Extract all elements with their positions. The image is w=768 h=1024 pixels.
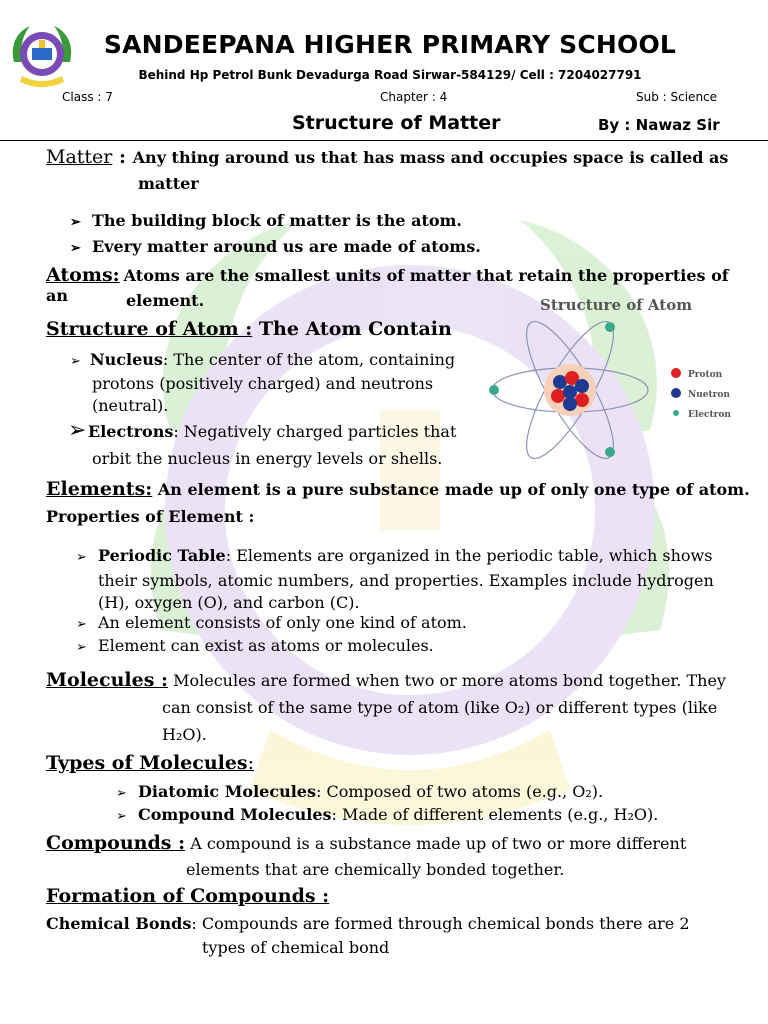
types-heading: Types of Molecules: [46, 752, 255, 774]
legend-proton: Proton [688, 370, 723, 380]
molecules-definition: Molecules : Molecules are formed when two or more atoms bond together. They [46, 669, 726, 691]
school-logo [8, 22, 76, 90]
matter-def-line1: Any thing around us that has mass and occupies space is called as [132, 148, 729, 167]
elements-definition: Elements: An element is a pure substance made up of only one type of atom. [46, 478, 750, 500]
formation-heading: Formation of Compounds : [46, 885, 330, 907]
proton-legend-icon [671, 368, 681, 378]
chapter-label: Chapter : 4 [380, 90, 448, 104]
nucleus-item: ➢ Nucleus: The center of the atom, containing protons (positively charged) and neutrons (neutral). [70, 350, 456, 415]
list-item: ➢ Diatomic Molecules: Composed of two atoms (e.g., O₂). [116, 782, 604, 801]
bullet-arrow-icon: ➢ [70, 215, 81, 230]
atom-structure-figure [486, 290, 736, 470]
electron [489, 385, 499, 395]
school-address: Behind Hp Petrol Bunk Devadurga Road Sirwar-584129/ Cell : 7204027791 [138, 68, 642, 82]
school-name: SANDEEPANA HIGHER PRIMARY SCHOOL [103, 30, 677, 59]
electrons-item: ➢Electrons: Negatively charged particles that orbit the nucleus in energy levels or shells. [68, 418, 457, 468]
atoms-def-line2: element. [126, 291, 205, 310]
author-label: By : Nawaz Sir [598, 116, 720, 134]
document-title: Structure of Matter [292, 112, 501, 134]
list-item: ➢ The building block of matter is the atom. [70, 211, 462, 230]
properties-heading: Properties of Element : [46, 507, 255, 526]
bullet-arrow-icon: ➢ [70, 354, 81, 369]
structure-heading: Structure of Atom : The Atom Contain [46, 318, 452, 340]
bullet-arrow-icon: ➢ [70, 241, 81, 256]
header-divider [0, 140, 768, 141]
atoms-term: Atoms: [46, 264, 120, 286]
atoms-definition: Atoms: Atoms are the smallest units of matter that retain the properties of an [46, 264, 729, 305]
legend-neutron: Nuetron [688, 390, 730, 400]
bullet-arrow-icon: ➢ [116, 786, 127, 801]
figure-title: Structure of Atom [540, 296, 693, 314]
matter-def-line2: matter [138, 174, 199, 193]
list-item: ➢ An element consists of only one kind of atom. [76, 613, 467, 632]
list-item: ➢ Compound Molecules: Made of different elements (e.g., H₂O). [116, 805, 659, 824]
electron [605, 322, 615, 332]
electron [605, 447, 615, 457]
list-item: ➢ Every matter around us are made of atoms. [70, 237, 481, 256]
molecules-line3: H₂O). [162, 725, 207, 744]
legend-electron: Electron [688, 410, 731, 420]
list-item: ➢ Element can exist as atoms or molecules. [76, 636, 434, 655]
bullet-arrow-icon: ➢ [76, 640, 87, 655]
compounds-definition: Compounds : A compound is a substance made up of two or more different [46, 832, 687, 854]
neutron-legend-icon [671, 388, 681, 398]
bullet-arrow-icon: ➢ [68, 418, 87, 443]
matter-definition: Matter : Any thing around us that has mass and occupies space is called as [46, 146, 729, 168]
subject-label: Sub : Science [636, 90, 718, 104]
chemical-bonds-line1: Chemical Bonds: Compounds are formed through chemical bonds there are 2 [46, 914, 690, 933]
bullet-arrow-icon: ➢ [76, 617, 87, 632]
electron-legend-icon [673, 410, 679, 416]
class-label: Class : 7 [62, 90, 113, 104]
compounds-line2: elements that are chemically bonded together. [186, 860, 565, 879]
bullet-arrow-icon: ➢ [116, 809, 127, 824]
molecules-line2: can consist of the same type of atom (like O₂) or different types (like [162, 698, 718, 717]
chemical-bonds-line2: types of chemical bond [202, 938, 390, 957]
bullet-arrow-icon: ➢ [76, 550, 87, 565]
atom-diagram [486, 316, 736, 470]
periodic-table-item: ➢ Periodic Table: Elements are organized in the periodic table, which shows their symbols, atomic numbers, and properties. Examples include hydrogen (H), oxygen (O), and carbon (C). [76, 546, 714, 612]
matter-term: Matter [46, 146, 113, 168]
